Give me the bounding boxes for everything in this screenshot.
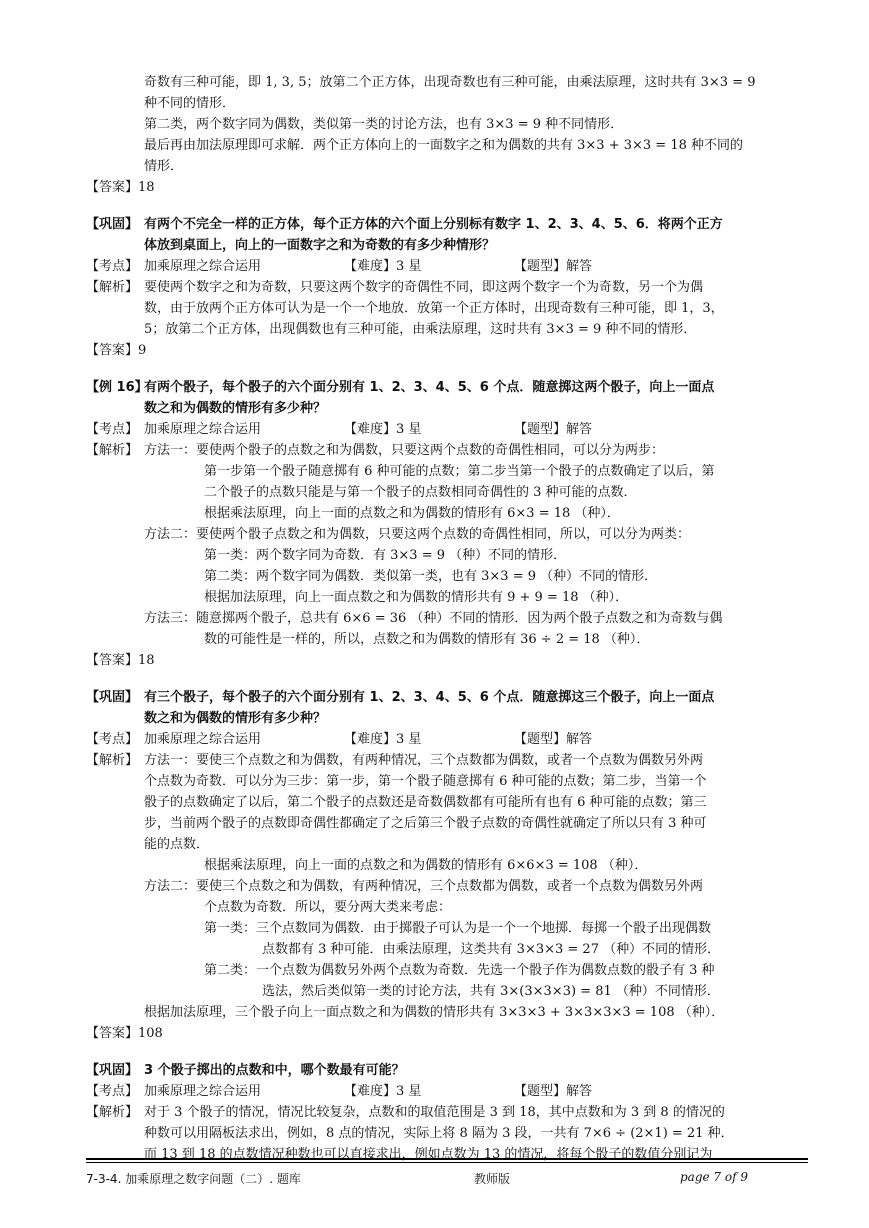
question-line: 有两个骰子，每个骰子的六个面分别有 1、2、3、4、5、6 个点．随意掷这两个骰子，向上一面点 [144, 380, 715, 395]
jiexi-line: 能的点数． [144, 837, 210, 852]
jiexi-tag: 【解析】 [86, 280, 139, 295]
answer-value: 108 [138, 1026, 163, 1041]
page-footer [86, 1170, 808, 1190]
kaodian-tag: 【考点】 [86, 422, 139, 437]
answer-value: 18 [138, 653, 155, 668]
kaodian-tag: 【考点】 [86, 732, 139, 747]
nandu-value: 【难度】3 星 [344, 259, 422, 274]
question-title [86, 1060, 808, 1081]
jiexi-line: 对于 3 个骰子的情况，情况比较复杂，点数和的取值范围是 3 到 18，其中点数和为 3 到 8 的情况的 [144, 1105, 725, 1120]
kaodian-tag: 【考点】 [86, 1084, 139, 1099]
jiexi-line: 步，当前两个骰子的点数即奇偶性都确定了之后第三个骰子点数的奇偶性就确定了所以只有 3 种可 [144, 816, 707, 831]
answer-tag: 【答案】 [86, 180, 139, 195]
jiexi-line: 方法二：要使三个点数之和为偶数，有两种情况，三个点数都为偶数，或者一个点数为偶数另外两 [144, 879, 704, 894]
jiexi-line: 根据乘法原理，向上一面的点数之和为偶数的情形有 6×6×3 = 108 （种）． [204, 858, 648, 873]
text-line: 情形． [144, 159, 184, 174]
page-content [86, 72, 808, 1165]
jiexi-line: 根据加法原理，向上一面点数之和为偶数的情形共有 9 + 9 = 18 （种）． [204, 590, 629, 605]
page-number: page 7 of 9 [680, 1170, 748, 1184]
question-title [86, 687, 808, 729]
question-line: 3 个骰子掷出的点数和中，哪个数最有可能？ [144, 1063, 405, 1078]
jiexi-line: 数的可能性是一样的，所以，点数之和为偶数的情形有 36 ÷ 2 = 18 （种）． [204, 632, 650, 647]
text-line: 最后再由加法原理即可求解．两个正方体向上的一面数字之和为偶数的共有 3×3 + 3×3 = 18 种不同的 [144, 138, 743, 153]
question-block-4 [86, 1060, 808, 1165]
jiexi-line: 根据加法原理，三个骰子向上一面点数之和为偶数的情形共有 3×3×3 + 3×3×3×3 = 108 （种）． [144, 1005, 725, 1020]
jiexi-line: 方法一：要使三个点数之和为偶数，有两种情况，三个点数都为偶数，或者一个点数为偶数另外两 [144, 753, 704, 768]
text-line: 奇数有三种可能，即 1, 3, 5；放第二个正方体，出现奇数也有三种可能，由乘法原理，这时共有 3×3 = 9 [144, 75, 756, 90]
question-title [86, 214, 808, 256]
question-tag: 【巩固】 [86, 690, 139, 705]
answer-value: 9 [138, 343, 147, 358]
jiexi-line: 个点数为奇数．可以分为三步：第一步，第一个骰子随意掷有 6 种可能的点数；第二步，当第一个 [144, 774, 707, 789]
jiexi-block [86, 1102, 808, 1144]
jiexi-line: 方法二：要使两个骰子点数之和为偶数，只要这两个点数的奇偶性相同，所以，可以分为两类： [144, 527, 691, 542]
jiexi-block [86, 277, 808, 340]
kaodian-tag: 【考点】 [86, 259, 139, 274]
jiexi-line: 要使两个数字之和为奇数，只要这两个数字的奇偶性不同，即这两个数字一个为奇数，另一个为偶 [144, 280, 704, 295]
jiexi-block [86, 440, 808, 461]
kaodian-value: 加乘原理之综合运用 [144, 732, 262, 747]
question-block-3 [86, 687, 808, 1044]
footer-edition: 教师版 [474, 1172, 511, 1186]
answer-line [86, 1023, 808, 1044]
continuation-block [86, 72, 808, 198]
jiexi-line: 第二类：两个数字同为偶数．类似第一类，也有 3×3 = 9 （种）不同的情形． [204, 569, 658, 584]
question-line: 有两个不完全一样的正方体，每个正方体的六个面上分别标有数字 1、2、3、4、5、6．将两个正方 [144, 217, 723, 232]
answer-tag: 【答案】 [86, 1026, 139, 1041]
jiexi-line: 二个骰子的点数只能是与第一个骰子的点数相同奇偶性的 3 种可能的点数． [204, 485, 637, 500]
question-line: 数之和为偶数的情形有多少种？ [144, 401, 327, 416]
meta-row [86, 419, 808, 440]
question-block-2 [86, 377, 808, 671]
text-line: 第二类，两个数字同为偶数，类似第一类的讨论方法，也有 3×3 = 9 种不同情形． [144, 117, 624, 132]
meta-row [86, 1081, 808, 1102]
kaodian-value: 加乘原理之综合运用 [144, 259, 262, 274]
footer-rule-thin [86, 1162, 808, 1163]
jiexi-line: 根据乘法原理，向上一面的点数之和为偶数的情形有 6×3 = 18 （种）． [204, 506, 620, 521]
meta-row [86, 256, 808, 277]
question-line: 有三个骰子，每个骰子的六个面分别有 1、2、3、4、5、6 个点．随意掷这三个骰子，向上一面点 [144, 690, 715, 705]
jiexi-line: 选法，然后类似第一类的讨论方法，共有 3×(3×3×3) = 81 （种）不同情形． [262, 984, 720, 999]
jiexi-tag: 【解析】 [86, 1105, 139, 1120]
question-line: 数之和为偶数的情形有多少种？ [144, 711, 327, 726]
jiexi-tag: 【解析】 [86, 443, 139, 458]
jiexi-line: 数，由于放两个正方体可认为是一个一个地放．放第一个正方体时，出现奇数有三种可能，即 1，3， [144, 301, 724, 316]
footer-rule [86, 1158, 808, 1160]
jiexi-block [86, 750, 808, 855]
jiexi-line: 个点数为奇数．所以，要分两大类来考虑： [204, 900, 452, 915]
question-tag: 【例 16】 [86, 380, 148, 395]
jiexi-tag: 【解析】 [86, 753, 139, 768]
meta-row [86, 729, 808, 750]
jiexi-line: 骰子的点数确定了以后，第二个骰子的点数还是奇数偶数都有可能所有也有 6 种可能的点数；第三 [144, 795, 707, 810]
nandu-value: 【难度】3 星 [344, 1084, 422, 1099]
footer-title: 7-3-4. 加乘原理之数字问题（二）. 题库 [86, 1172, 301, 1186]
text-line: 种不同的情形． [144, 96, 236, 111]
answer-tag: 【答案】 [86, 343, 139, 358]
tixing-value: 【题型】解答 [514, 732, 593, 747]
answer-line [86, 650, 808, 671]
question-tag: 【巩固】 [86, 1063, 139, 1078]
question-block-1 [86, 214, 808, 361]
jiexi-line: 第一类：三个点数同为偶数．由于掷骰子可认为是一个一个地掷．每掷一个骰子出现偶数 [204, 921, 712, 936]
jiexi-line: 5；放第二个正方体，出现偶数也有三种可能，由乘法原理，这时共有 3×3 = 9 种不同的情形． [144, 322, 697, 337]
jiexi-line: 点数都有 3 种可能．由乘法原理，这类共有 3×3×3 = 27 （种）不同的情形． [262, 942, 721, 957]
jiexi-line: 而 13 到 18 的点数情况种数也可以直接求出，例如点数为 13 的情况，将每个骰子的数值分别记为 [144, 1147, 713, 1162]
jiexi-line: 第二类：一个点数为偶数另外两个点数为奇数．先选一个骰子作为偶数点数的骰子有 3 种 [204, 963, 715, 978]
answer-line [86, 340, 808, 361]
kaodian-value: 加乘原理之综合运用 [144, 422, 262, 437]
nandu-value: 【难度】3 星 [344, 732, 422, 747]
nandu-value: 【难度】3 星 [344, 422, 422, 437]
question-line: 体放到桌面上，向上的一面数字之和为奇数的有多少种情形？ [144, 238, 496, 253]
tixing-value: 【题型】解答 [514, 1084, 593, 1099]
question-title [86, 377, 808, 419]
answer-tag: 【答案】 [86, 653, 139, 668]
jiexi-line: 种数可以用隔板法求出，例如，8 点的情况，实际上将 8 隔为 3 段，一共有 7×6 ÷ (2×1) = 21 种． [144, 1126, 734, 1141]
jiexi-line: 第一步第一个骰子随意掷有 6 种可能的点数；第二步当第一个骰子的点数确定了以后，第 [204, 464, 715, 479]
question-tag: 【巩固】 [86, 217, 139, 232]
jiexi-line: 第一类：两个数字同为奇数．有 3×3 = 9 （种）不同的情形． [204, 548, 567, 563]
jiexi-line: 方法一：要使两个骰子的点数之和为偶数，只要这两个点数的奇偶性相同，可以分为两步： [144, 443, 665, 458]
answer-value: 18 [138, 180, 155, 195]
tixing-value: 【题型】解答 [514, 422, 593, 437]
answer-line [86, 177, 808, 198]
kaodian-value: 加乘原理之综合运用 [144, 1084, 262, 1099]
tixing-value: 【题型】解答 [514, 259, 593, 274]
jiexi-line: 方法三：随意掷两个骰子，总共有 6×6 = 36 （种）不同的情形．因为两个骰子点数之和为奇数与偶 [144, 611, 723, 626]
